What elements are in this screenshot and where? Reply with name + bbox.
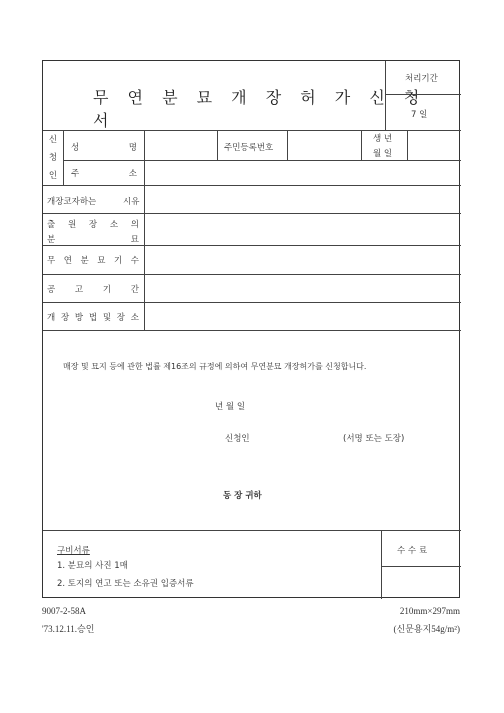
paper-spec: (신문용지54g/m²) <box>393 624 460 634</box>
method-label: 개 장 방 법 및 장 소 <box>47 313 139 323</box>
applicant-label: 신 청 인 <box>48 135 58 181</box>
form-number: 9007-2-58A <box>42 606 86 616</box>
declaration-text: 매장 및 묘지 등에 관한 법률 제16조의 규정에 의하여 무연분묘 개장허가를 신청합니다. <box>63 362 367 371</box>
reason-label: 개장코자하는 <box>47 197 97 207</box>
resident-number-label: 주민등록번호 <box>224 143 274 153</box>
addressee: 동 장 귀하 <box>223 491 262 501</box>
processing-period-value: 7 일 <box>411 110 428 120</box>
resident-number-field[interactable] <box>288 131 361 160</box>
relation-label-line1: 출 원 장 소 의 <box>47 220 139 230</box>
form-title: 무 연 분 묘 개 장 허 가 신 청 서 <box>93 88 427 130</box>
relation-label-line2: 분 묘 <box>47 235 139 245</box>
birth-label-line2: 월 일 <box>373 149 393 159</box>
application-form <box>42 60 460 598</box>
relation-field[interactable] <box>145 214 461 245</box>
approval-date: '73.12.11.승인 <box>42 624 95 634</box>
signature-hint: (서명 또는 도장) <box>343 434 405 444</box>
birth-date-field[interactable] <box>408 131 461 160</box>
address-label: 주 소 <box>71 169 137 179</box>
date-line: 년 월 일 <box>215 402 246 412</box>
name-field[interactable] <box>145 131 217 160</box>
birth-label-line1: 생 년 <box>373 134 393 144</box>
reason-label-suffix: 시유 <box>123 197 140 207</box>
name-label: 성 명 <box>71 143 137 153</box>
grave-count-label: 무 연 분 묘 기 수 <box>47 256 139 266</box>
fee-label: 수 수 료 <box>397 546 428 556</box>
attachment-item: 2. 토지의 연고 또는 소유권 입증서류 <box>57 579 194 589</box>
fee-stamp-area[interactable] <box>382 567 461 599</box>
notice-period-label: 공 고 기 간 <box>47 285 139 295</box>
attachment-item: 1. 분묘의 사진 1매 <box>57 561 128 571</box>
grave-count-field[interactable] <box>145 246 461 274</box>
reason-field[interactable] <box>145 186 461 213</box>
paper-size: 210mm×297mm <box>399 606 460 616</box>
method-field[interactable] <box>145 303 461 330</box>
applicant-sign-label: 신청인 <box>225 434 250 444</box>
notice-period-field[interactable] <box>145 275 461 302</box>
signature-field[interactable] <box>265 427 339 443</box>
address-field[interactable] <box>145 161 461 185</box>
processing-period-label: 처리기간 <box>405 74 438 84</box>
attachments-title: 구비서류 <box>57 546 90 556</box>
